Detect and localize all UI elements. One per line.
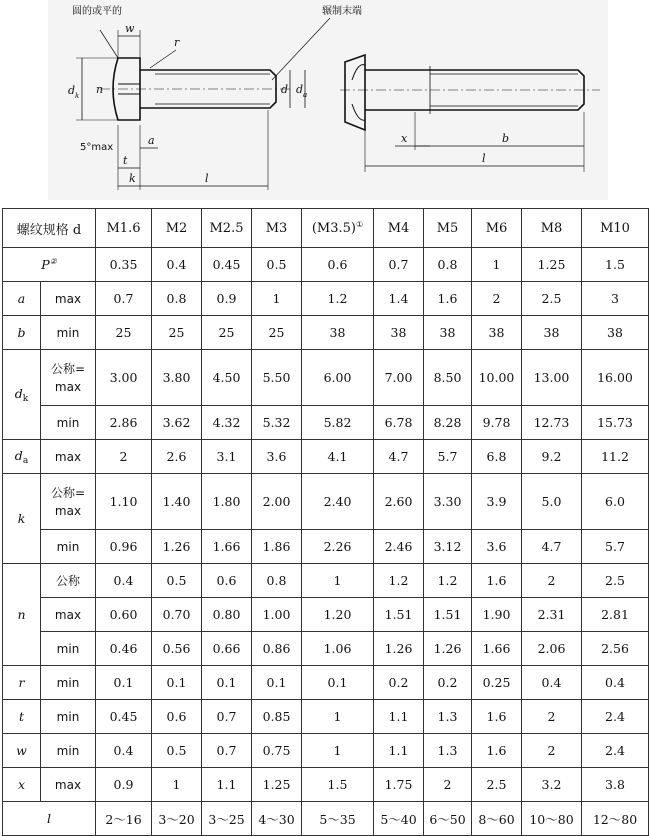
value-cell: 3.1 <box>202 440 252 474</box>
value-cell: 0.5 <box>252 248 302 282</box>
value-cell: 0.45 <box>96 700 152 734</box>
header-row <box>3 209 649 248</box>
value-cell: 1.2 <box>374 564 424 598</box>
value-cell: 0.60 <box>96 598 152 632</box>
value-cell: 8.28 <box>424 406 472 440</box>
row-t-sym: t <box>3 700 41 734</box>
value-cell: 7.00 <box>374 350 424 406</box>
value-cell: 4.50 <box>202 350 252 406</box>
value-cell: 1.80 <box>202 474 252 530</box>
value-cell: 2.86 <box>96 406 152 440</box>
value-cell: 1.2 <box>424 564 472 598</box>
row-n-min <box>3 632 649 666</box>
value-cell: 1.00 <box>252 598 302 632</box>
row-w-cond: min <box>41 734 96 768</box>
row-k-cond-top: 公称= <box>50 485 86 500</box>
value-cell: 15.73 <box>582 406 649 440</box>
value-cell: 3.30 <box>424 474 472 530</box>
value-cell: 1.20 <box>302 598 374 632</box>
label-d: d <box>281 83 289 96</box>
row-p <box>3 248 649 282</box>
value-cell: 1.86 <box>252 530 302 564</box>
col-m5: M5 <box>424 209 472 248</box>
value-cell: 0.4 <box>152 248 202 282</box>
value-cell: 1.6 <box>424 282 472 316</box>
value-cell: 3～20 <box>152 802 202 836</box>
row-dk-sym-main: d <box>14 385 23 401</box>
value-cell: 3.62 <box>152 406 202 440</box>
label-angle: 5°max <box>80 142 114 153</box>
value-cell: 2 <box>522 700 582 734</box>
value-cell: 1.5 <box>302 768 374 802</box>
row-k-cond-bottom: max <box>54 503 82 518</box>
row-n-max <box>3 598 649 632</box>
value-cell: 0.96 <box>96 530 152 564</box>
value-cell: 2.00 <box>252 474 302 530</box>
value-cell: 1.25 <box>522 248 582 282</box>
value-cell: 0.4 <box>96 564 152 598</box>
value-cell: 0.2 <box>424 666 472 700</box>
label-w: w <box>125 22 135 35</box>
value-cell: 13.00 <box>522 350 582 406</box>
value-cell: 1.6 <box>472 564 522 598</box>
value-cell: 1.51 <box>424 598 472 632</box>
value-cell: 0.7 <box>374 248 424 282</box>
value-cell: 5～35 <box>302 802 374 836</box>
value-cell: 1 <box>252 282 302 316</box>
value-cell: 38 <box>302 316 374 350</box>
label-rounded-or-flat: 圆的或平的 <box>72 6 122 17</box>
value-cell: 2.26 <box>302 530 374 564</box>
row-k-min-cond: min <box>41 530 96 564</box>
value-cell: 2.6 <box>152 440 202 474</box>
value-cell: 3.2 <box>522 768 582 802</box>
value-cell: 1.40 <box>152 474 202 530</box>
value-cell: 8～60 <box>472 802 522 836</box>
value-cell: 1.3 <box>424 734 472 768</box>
row-x-sym: x <box>3 768 41 802</box>
value-cell: 4.7 <box>522 530 582 564</box>
row-dk-cond-bottom: max <box>54 379 82 394</box>
row-k-max <box>3 474 649 530</box>
value-cell: 1 <box>472 248 522 282</box>
value-cell: 2.5 <box>522 282 582 316</box>
row-r-min <box>3 666 649 700</box>
value-cell: 0.6 <box>202 564 252 598</box>
row-dk-max-cond <box>41 350 96 406</box>
value-cell: 1 <box>302 564 374 598</box>
row-da-max <box>3 440 649 474</box>
value-cell: 2.46 <box>374 530 424 564</box>
value-cell: 1.75 <box>374 768 424 802</box>
value-cell: 1 <box>302 734 374 768</box>
value-cell: 0.1 <box>202 666 252 700</box>
row-da-sym-main: d <box>14 447 23 463</box>
row-n-max-cond: max <box>41 598 96 632</box>
value-cell: 2 <box>522 734 582 768</box>
value-cell: 3.00 <box>96 350 152 406</box>
header-label: 螺纹规格 d <box>3 209 96 248</box>
value-cell: 4.1 <box>302 440 374 474</box>
value-cell: 1.26 <box>424 632 472 666</box>
value-cell: 2.4 <box>582 700 649 734</box>
col-m6: M6 <box>472 209 522 248</box>
label-r: r <box>174 36 180 49</box>
value-cell: 6.8 <box>472 440 522 474</box>
value-cell: 1.51 <box>374 598 424 632</box>
value-cell: 1.6 <box>472 700 522 734</box>
value-cell: 10～80 <box>522 802 582 836</box>
row-a-max <box>3 282 649 316</box>
value-cell: 6.0 <box>582 474 649 530</box>
row-x-max <box>3 768 649 802</box>
value-cell: 1.1 <box>374 734 424 768</box>
value-cell: 3.8 <box>582 768 649 802</box>
value-cell: 0.7 <box>96 282 152 316</box>
label-rolled-end: 辗制末端 <box>322 6 362 17</box>
value-cell: 0.8 <box>424 248 472 282</box>
value-cell: 2 <box>522 564 582 598</box>
value-cell: 10.00 <box>472 350 522 406</box>
value-cell: 1.3 <box>424 700 472 734</box>
value-cell: 5.50 <box>252 350 302 406</box>
label-n: n <box>96 83 104 96</box>
value-cell: 6.78 <box>374 406 424 440</box>
label-dk: d <box>68 84 76 97</box>
label-x: x <box>401 132 408 145</box>
value-cell: 2 <box>96 440 152 474</box>
value-cell: 1.90 <box>472 598 522 632</box>
value-cell: 0.6 <box>152 700 202 734</box>
value-cell: 25 <box>96 316 152 350</box>
value-cell: 0.4 <box>96 734 152 768</box>
value-cell: 2.5 <box>472 768 522 802</box>
value-cell: 25 <box>152 316 202 350</box>
col-m1-6: M1.6 <box>96 209 152 248</box>
value-cell: 6.00 <box>302 350 374 406</box>
value-cell: 0.6 <box>302 248 374 282</box>
row-k-min <box>3 530 649 564</box>
value-cell: 2.31 <box>522 598 582 632</box>
value-cell: 0.56 <box>152 632 202 666</box>
col-m2: M2 <box>152 209 202 248</box>
footnote-mark: ① <box>355 220 364 229</box>
col-m3-5 <box>302 209 374 248</box>
row-k-max-cond <box>41 474 96 530</box>
value-cell: 0.7 <box>202 700 252 734</box>
value-cell: 1.2 <box>302 282 374 316</box>
value-cell: 1.26 <box>152 530 202 564</box>
value-cell: 2 <box>472 282 522 316</box>
value-cell: 3.6 <box>472 530 522 564</box>
col-m3: M3 <box>252 209 302 248</box>
value-cell: 38 <box>522 316 582 350</box>
row-p-sup: ② <box>49 257 57 266</box>
row-p-sym: P <box>41 257 50 272</box>
value-cell: 12.73 <box>522 406 582 440</box>
value-cell: 0.4 <box>522 666 582 700</box>
value-cell: 25 <box>202 316 252 350</box>
value-cell: 0.8 <box>252 564 302 598</box>
row-a-sym: a <box>3 282 41 316</box>
row-dk-min <box>3 406 649 440</box>
label-k: k <box>129 172 136 185</box>
value-cell: 0.1 <box>302 666 374 700</box>
row-da-sym-sub: a <box>22 455 29 466</box>
row-n-nom-cond: 公称 <box>41 564 96 598</box>
label-l: l <box>205 172 209 185</box>
value-cell: 0.45 <box>202 248 252 282</box>
value-cell: 4.7 <box>374 440 424 474</box>
value-cell: 25 <box>252 316 302 350</box>
value-cell: 5.82 <box>302 406 374 440</box>
value-cell: 5.7 <box>424 440 472 474</box>
row-b-sym: b <box>3 316 41 350</box>
value-cell: 1 <box>152 768 202 802</box>
row-w-min <box>3 734 649 768</box>
value-cell: 1 <box>302 700 374 734</box>
value-cell: 0.75 <box>252 734 302 768</box>
value-cell: 38 <box>374 316 424 350</box>
value-cell: 2.4 <box>582 734 649 768</box>
value-cell: 3.9 <box>472 474 522 530</box>
row-dk-cond-top: 公称= <box>50 361 86 376</box>
label-a: a <box>148 134 155 147</box>
label-dk-sub: k <box>75 92 80 100</box>
value-cell: 2.60 <box>374 474 424 530</box>
col-m10: M10 <box>582 209 649 248</box>
row-r-cond: min <box>41 666 96 700</box>
value-cell: 16.00 <box>582 350 649 406</box>
label-da: d <box>296 83 304 96</box>
value-cell: 3～25 <box>202 802 252 836</box>
value-cell: 9.2 <box>522 440 582 474</box>
value-cell: 1.1 <box>374 700 424 734</box>
value-cell: 2.56 <box>582 632 649 666</box>
value-cell: 1.1 <box>202 768 252 802</box>
value-cell: 6～50 <box>424 802 472 836</box>
value-cell: 38 <box>424 316 472 350</box>
value-cell: 5.7 <box>582 530 649 564</box>
value-cell: 1.66 <box>202 530 252 564</box>
value-cell: 1.26 <box>374 632 424 666</box>
row-n-min-cond: min <box>41 632 96 666</box>
col-m3-5-label: (M3.5) <box>311 221 356 236</box>
label-b: b <box>502 132 510 145</box>
value-cell: 2.06 <box>522 632 582 666</box>
value-cell: 2 <box>424 768 472 802</box>
row-da-cond: max <box>41 440 96 474</box>
value-cell: 0.86 <box>252 632 302 666</box>
value-cell: 0.46 <box>96 632 152 666</box>
value-cell: 3.6 <box>252 440 302 474</box>
value-cell: 0.1 <box>152 666 202 700</box>
value-cell: 4.32 <box>202 406 252 440</box>
col-m2-5: M2.5 <box>202 209 252 248</box>
value-cell: 2～16 <box>96 802 152 836</box>
value-cell: 9.78 <box>472 406 522 440</box>
col-m8: M8 <box>522 209 582 248</box>
value-cell: 1.66 <box>472 632 522 666</box>
row-l <box>3 802 649 836</box>
row-dk-sym-sub: k <box>22 393 29 404</box>
row-t-cond: min <box>41 700 96 734</box>
label-da-sub: a <box>303 91 308 99</box>
value-cell: 0.70 <box>152 598 202 632</box>
value-cell: 1.25 <box>252 768 302 802</box>
label-t: t <box>123 154 128 167</box>
value-cell: 0.5 <box>152 564 202 598</box>
row-n-sym: n <box>3 564 41 666</box>
row-w-sym: w <box>3 734 41 768</box>
value-cell: 1.10 <box>96 474 152 530</box>
value-cell: 3.80 <box>152 350 202 406</box>
row-k-sym: k <box>3 474 41 564</box>
row-x-cond: max <box>41 768 96 802</box>
value-cell: 38 <box>582 316 649 350</box>
value-cell: 0.9 <box>96 768 152 802</box>
value-cell: 0.2 <box>374 666 424 700</box>
value-cell: 1.4 <box>374 282 424 316</box>
row-da-sym <box>3 440 41 474</box>
row-dk-max <box>3 350 649 406</box>
screw-spec-table <box>2 208 649 836</box>
value-cell: 3 <box>582 282 649 316</box>
value-cell: 0.80 <box>202 598 252 632</box>
value-cell: 11.2 <box>582 440 649 474</box>
value-cell: 4～30 <box>252 802 302 836</box>
value-cell: 2.5 <box>582 564 649 598</box>
value-cell: 0.35 <box>96 248 152 282</box>
row-dk-sym <box>3 350 41 440</box>
value-cell: 1.06 <box>302 632 374 666</box>
value-cell: 3.12 <box>424 530 472 564</box>
value-cell: 0.25 <box>472 666 522 700</box>
value-cell: 0.9 <box>202 282 252 316</box>
value-cell: 38 <box>472 316 522 350</box>
row-b-min <box>3 316 649 350</box>
row-t-min <box>3 700 649 734</box>
screw-drawing-svg <box>0 0 650 205</box>
value-cell: 2.40 <box>302 474 374 530</box>
value-cell: 0.1 <box>252 666 302 700</box>
value-cell: 1.5 <box>582 248 649 282</box>
row-b-cond: min <box>41 316 96 350</box>
value-cell: 5.32 <box>252 406 302 440</box>
value-cell: 0.66 <box>202 632 252 666</box>
label-l2: l <box>482 152 486 165</box>
row-n-nom <box>3 564 649 598</box>
value-cell: 0.4 <box>582 666 649 700</box>
value-cell: 0.1 <box>96 666 152 700</box>
value-cell: 0.7 <box>202 734 252 768</box>
value-cell: 2.81 <box>582 598 649 632</box>
row-a-cond: max <box>41 282 96 316</box>
value-cell: 5.0 <box>522 474 582 530</box>
row-l-sym: l <box>3 802 96 836</box>
value-cell: 5～40 <box>374 802 424 836</box>
row-dk-min-cond: min <box>41 406 96 440</box>
row-p-label <box>3 248 96 282</box>
value-cell: 1.6 <box>472 734 522 768</box>
col-m4: M4 <box>374 209 424 248</box>
value-cell: 0.8 <box>152 282 202 316</box>
row-r-sym: r <box>3 666 41 700</box>
value-cell: 0.85 <box>252 700 302 734</box>
value-cell: 12～80 <box>582 802 649 836</box>
value-cell: 8.50 <box>424 350 472 406</box>
screw-drawing <box>0 0 650 205</box>
value-cell: 0.5 <box>152 734 202 768</box>
